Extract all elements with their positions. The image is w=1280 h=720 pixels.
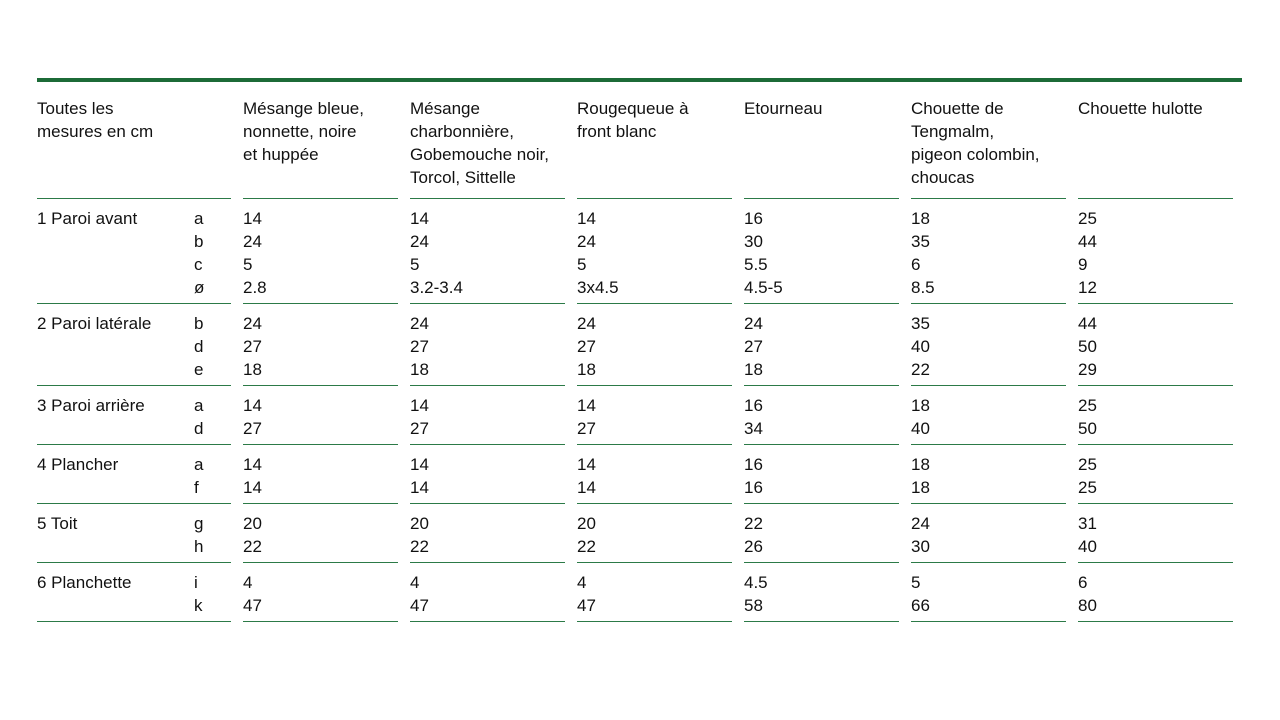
- value: 18: [911, 396, 930, 415]
- value: 14: [577, 396, 596, 415]
- group-label: 2 Paroi latérale: [37, 304, 194, 386]
- value: 18: [911, 209, 930, 228]
- value: 5: [911, 573, 921, 592]
- value: 24: [243, 232, 262, 251]
- value: 5: [410, 255, 420, 274]
- dimension-letter: i: [194, 573, 198, 592]
- value: 30: [744, 232, 763, 251]
- value: 47: [577, 596, 596, 615]
- group-letters: [194, 504, 231, 563]
- value-cell: [577, 199, 732, 304]
- value: 22: [911, 360, 930, 379]
- table-group-row: [37, 445, 1242, 504]
- column-header: [744, 82, 899, 199]
- column-gap: [1066, 563, 1078, 622]
- value: 5.5: [744, 255, 768, 274]
- measurements-table: [37, 78, 1242, 622]
- value-cell: [410, 386, 565, 445]
- column-gap: [398, 563, 410, 622]
- value: 66: [911, 596, 930, 615]
- value-cell: [243, 504, 398, 563]
- value-cell: [410, 563, 565, 622]
- value: 16: [744, 478, 763, 497]
- value: 24: [410, 314, 429, 333]
- value: 14: [577, 478, 596, 497]
- value: 6: [911, 255, 921, 274]
- column-gap: [732, 504, 744, 563]
- value-cell: [744, 304, 899, 386]
- column-gap: [732, 199, 744, 304]
- value-cell: [410, 445, 565, 504]
- value: 4.5: [744, 573, 768, 592]
- value-cell: [744, 445, 899, 504]
- dimension-letter: c: [194, 255, 203, 274]
- column-gap: [231, 386, 243, 445]
- value: 24: [410, 232, 429, 251]
- value: 3.2-3.4: [410, 278, 463, 297]
- column-gap: [565, 82, 577, 199]
- value: 4.5-5: [744, 278, 783, 297]
- column-gap: [1066, 82, 1078, 199]
- value: 40: [911, 419, 930, 438]
- value: 9: [1078, 255, 1088, 274]
- dimension-letter: a: [194, 209, 204, 228]
- value: 27: [243, 419, 262, 438]
- value: 8.5: [911, 278, 935, 297]
- value: 14: [243, 396, 262, 415]
- value: 30: [911, 537, 930, 556]
- header-corner-line: mesures en cm: [37, 122, 154, 141]
- value-cell: [577, 504, 732, 563]
- table-group-row: [37, 304, 1242, 386]
- value: 14: [243, 478, 262, 497]
- value-cell: [911, 504, 1066, 563]
- value: 27: [577, 337, 596, 356]
- value: 35: [911, 232, 930, 251]
- value: 47: [410, 596, 429, 615]
- value: 18: [911, 455, 930, 474]
- value: 29: [1078, 360, 1097, 379]
- value-cell: [911, 563, 1066, 622]
- value: 12: [1078, 278, 1097, 297]
- column-gap: [732, 445, 744, 504]
- value-cell: [1078, 504, 1233, 563]
- column-gap: [231, 82, 243, 199]
- value-cell: [1078, 304, 1233, 386]
- column-header: [243, 82, 398, 199]
- value: 24: [577, 232, 596, 251]
- column-gap: [231, 563, 243, 622]
- value-cell: [410, 504, 565, 563]
- column-gap: [899, 386, 911, 445]
- value-cell: [744, 504, 899, 563]
- value: 14: [410, 396, 429, 415]
- value: 25: [1078, 209, 1097, 228]
- value: 44: [1078, 314, 1097, 333]
- value: 22: [243, 537, 262, 556]
- column-gap: [231, 199, 243, 304]
- value-cell: [911, 199, 1066, 304]
- group-letters: [194, 386, 231, 445]
- value: 16: [744, 455, 763, 474]
- value: 31: [1078, 514, 1097, 533]
- value: 25: [1078, 396, 1097, 415]
- column-gap: [1066, 386, 1078, 445]
- value: 50: [1078, 337, 1097, 356]
- group-label: 3 Paroi arrière: [37, 386, 194, 445]
- value: 14: [243, 455, 262, 474]
- column-header-line: Gobemouche noir,: [410, 145, 549, 164]
- table-group-row: [37, 504, 1242, 563]
- column-header: [577, 82, 732, 199]
- dimension-letter: g: [194, 514, 204, 533]
- dimension-letter: a: [194, 455, 204, 474]
- column-gap: [565, 445, 577, 504]
- column-gap: [732, 563, 744, 622]
- value-cell: [410, 304, 565, 386]
- column-gap: [899, 445, 911, 504]
- column-header-line: pigeon colombin,: [911, 145, 1040, 164]
- group-label: 5 Toit: [37, 504, 194, 563]
- value-cell: [744, 563, 899, 622]
- value: 14: [577, 455, 596, 474]
- column-gap: [231, 445, 243, 504]
- value-cell: [577, 563, 732, 622]
- value-cell: [744, 386, 899, 445]
- value: 14: [243, 209, 262, 228]
- column-gap: [732, 304, 744, 386]
- column-header-line: front blanc: [577, 122, 657, 141]
- group-letters: [194, 199, 231, 304]
- header-corner-cell: [37, 82, 231, 199]
- value: 18: [744, 360, 763, 379]
- value: 40: [1078, 537, 1097, 556]
- value-cell: [577, 445, 732, 504]
- value: 4: [243, 573, 253, 592]
- column-header-line: Rougequeue à: [577, 99, 689, 118]
- column-header-line: Tengmalm,: [911, 122, 995, 141]
- value-cell: [1078, 199, 1233, 304]
- dimension-letter: h: [194, 537, 204, 556]
- table-header-row: [37, 82, 1242, 199]
- column-gap: [565, 504, 577, 563]
- value-cell: [243, 386, 398, 445]
- value-cell: [911, 386, 1066, 445]
- column-gap: [565, 386, 577, 445]
- value-cell: [577, 386, 732, 445]
- column-header-line: charbonnière,: [410, 122, 514, 141]
- value: 50: [1078, 419, 1097, 438]
- column-header: [410, 82, 565, 199]
- value: 4: [577, 573, 587, 592]
- dimension-letter: ø: [194, 278, 205, 297]
- dimension-letter: a: [194, 396, 204, 415]
- column-gap: [1066, 445, 1078, 504]
- value: 2.8: [243, 278, 267, 297]
- value-cell: [243, 304, 398, 386]
- dimension-letter: d: [194, 337, 204, 356]
- value: 40: [911, 337, 930, 356]
- column-gap: [398, 445, 410, 504]
- column-header-line: Mésange bleue,: [243, 99, 364, 118]
- value-cell: [577, 304, 732, 386]
- column-header-line: choucas: [911, 168, 975, 187]
- value: 34: [744, 419, 763, 438]
- value: 22: [744, 514, 763, 533]
- value: 20: [243, 514, 262, 533]
- dimension-letter: d: [194, 419, 204, 438]
- value: 14: [410, 455, 429, 474]
- value-cell: [243, 563, 398, 622]
- value: 26: [744, 537, 763, 556]
- column-gap: [398, 199, 410, 304]
- group-letters: [194, 304, 231, 386]
- column-gap: [899, 563, 911, 622]
- column-gap: [565, 304, 577, 386]
- value: 22: [577, 537, 596, 556]
- value: 16: [744, 209, 763, 228]
- column-gap: [398, 386, 410, 445]
- group-label: 6 Planchette: [37, 563, 194, 622]
- value: 6: [1078, 573, 1088, 592]
- value-cell: [744, 199, 899, 304]
- value: 5: [577, 255, 587, 274]
- group-letters: [194, 563, 231, 622]
- value: 22: [410, 537, 429, 556]
- value: 58: [744, 596, 763, 615]
- value: 18: [243, 360, 262, 379]
- table-body: [37, 199, 1242, 622]
- value: 27: [410, 337, 429, 356]
- value: 44: [1078, 232, 1097, 251]
- dimension-letter: b: [194, 314, 204, 333]
- dimension-letter: e: [194, 360, 204, 379]
- group-letters: [194, 445, 231, 504]
- column-gap: [899, 504, 911, 563]
- column-gap: [565, 563, 577, 622]
- column-gap: [398, 504, 410, 563]
- column-gap: [732, 386, 744, 445]
- value: 24: [911, 514, 930, 533]
- column-gap: [899, 199, 911, 304]
- column-header-line: nonnette, noire: [243, 122, 357, 141]
- dimension-letter: b: [194, 232, 204, 251]
- column-gap: [732, 82, 744, 199]
- dimension-letter: k: [194, 596, 203, 615]
- value: 18: [577, 360, 596, 379]
- column-gap: [1066, 199, 1078, 304]
- value: 27: [243, 337, 262, 356]
- value-cell: [1078, 386, 1233, 445]
- value-cell: [1078, 563, 1233, 622]
- value: 14: [577, 209, 596, 228]
- column-header-line: Mésange: [410, 99, 480, 118]
- value: 27: [577, 419, 596, 438]
- table-group-row: [37, 563, 1242, 622]
- value: 25: [1078, 455, 1097, 474]
- value: 3x4.5: [577, 278, 619, 297]
- value: 24: [577, 314, 596, 333]
- column-gap: [565, 199, 577, 304]
- value: 18: [410, 360, 429, 379]
- column-gap: [1066, 504, 1078, 563]
- value: 24: [744, 314, 763, 333]
- group-label: 4 Plancher: [37, 445, 194, 504]
- table-group-row: [37, 199, 1242, 304]
- value-cell: [243, 199, 398, 304]
- value-cell: [1078, 445, 1233, 504]
- column-gap: [899, 82, 911, 199]
- value: 35: [911, 314, 930, 333]
- column-header-line: Chouette de: [911, 99, 1004, 118]
- value: 14: [410, 209, 429, 228]
- value: 5: [243, 255, 253, 274]
- value: 16: [744, 396, 763, 415]
- value-cell: [911, 445, 1066, 504]
- column-header-line: Chouette hulotte: [1078, 99, 1203, 118]
- value: 20: [577, 514, 596, 533]
- column-gap: [1066, 304, 1078, 386]
- column-header-line: Torcol, Sittelle: [410, 168, 516, 187]
- group-label: 1 Paroi avant: [37, 199, 194, 304]
- value-cell: [243, 445, 398, 504]
- column-gap: [398, 304, 410, 386]
- value: 47: [243, 596, 262, 615]
- column-gap: [231, 304, 243, 386]
- column-gap: [231, 504, 243, 563]
- value: 24: [243, 314, 262, 333]
- dimension-letter: f: [194, 478, 199, 497]
- value: 14: [410, 478, 429, 497]
- value: 25: [1078, 478, 1097, 497]
- value: 80: [1078, 596, 1097, 615]
- value-cell: [911, 304, 1066, 386]
- column-header-line: Etourneau: [744, 99, 823, 118]
- table-group-row: [37, 386, 1242, 445]
- header-corner-line: Toutes les: [37, 99, 114, 118]
- column-gap: [398, 82, 410, 199]
- column-header: [1078, 82, 1233, 199]
- value: 27: [744, 337, 763, 356]
- value: 4: [410, 573, 420, 592]
- column-gap: [899, 304, 911, 386]
- value: 18: [911, 478, 930, 497]
- value: 27: [410, 419, 429, 438]
- value-cell: [410, 199, 565, 304]
- column-header-line: et huppée: [243, 145, 319, 164]
- value: 20: [410, 514, 429, 533]
- column-header: [911, 82, 1066, 199]
